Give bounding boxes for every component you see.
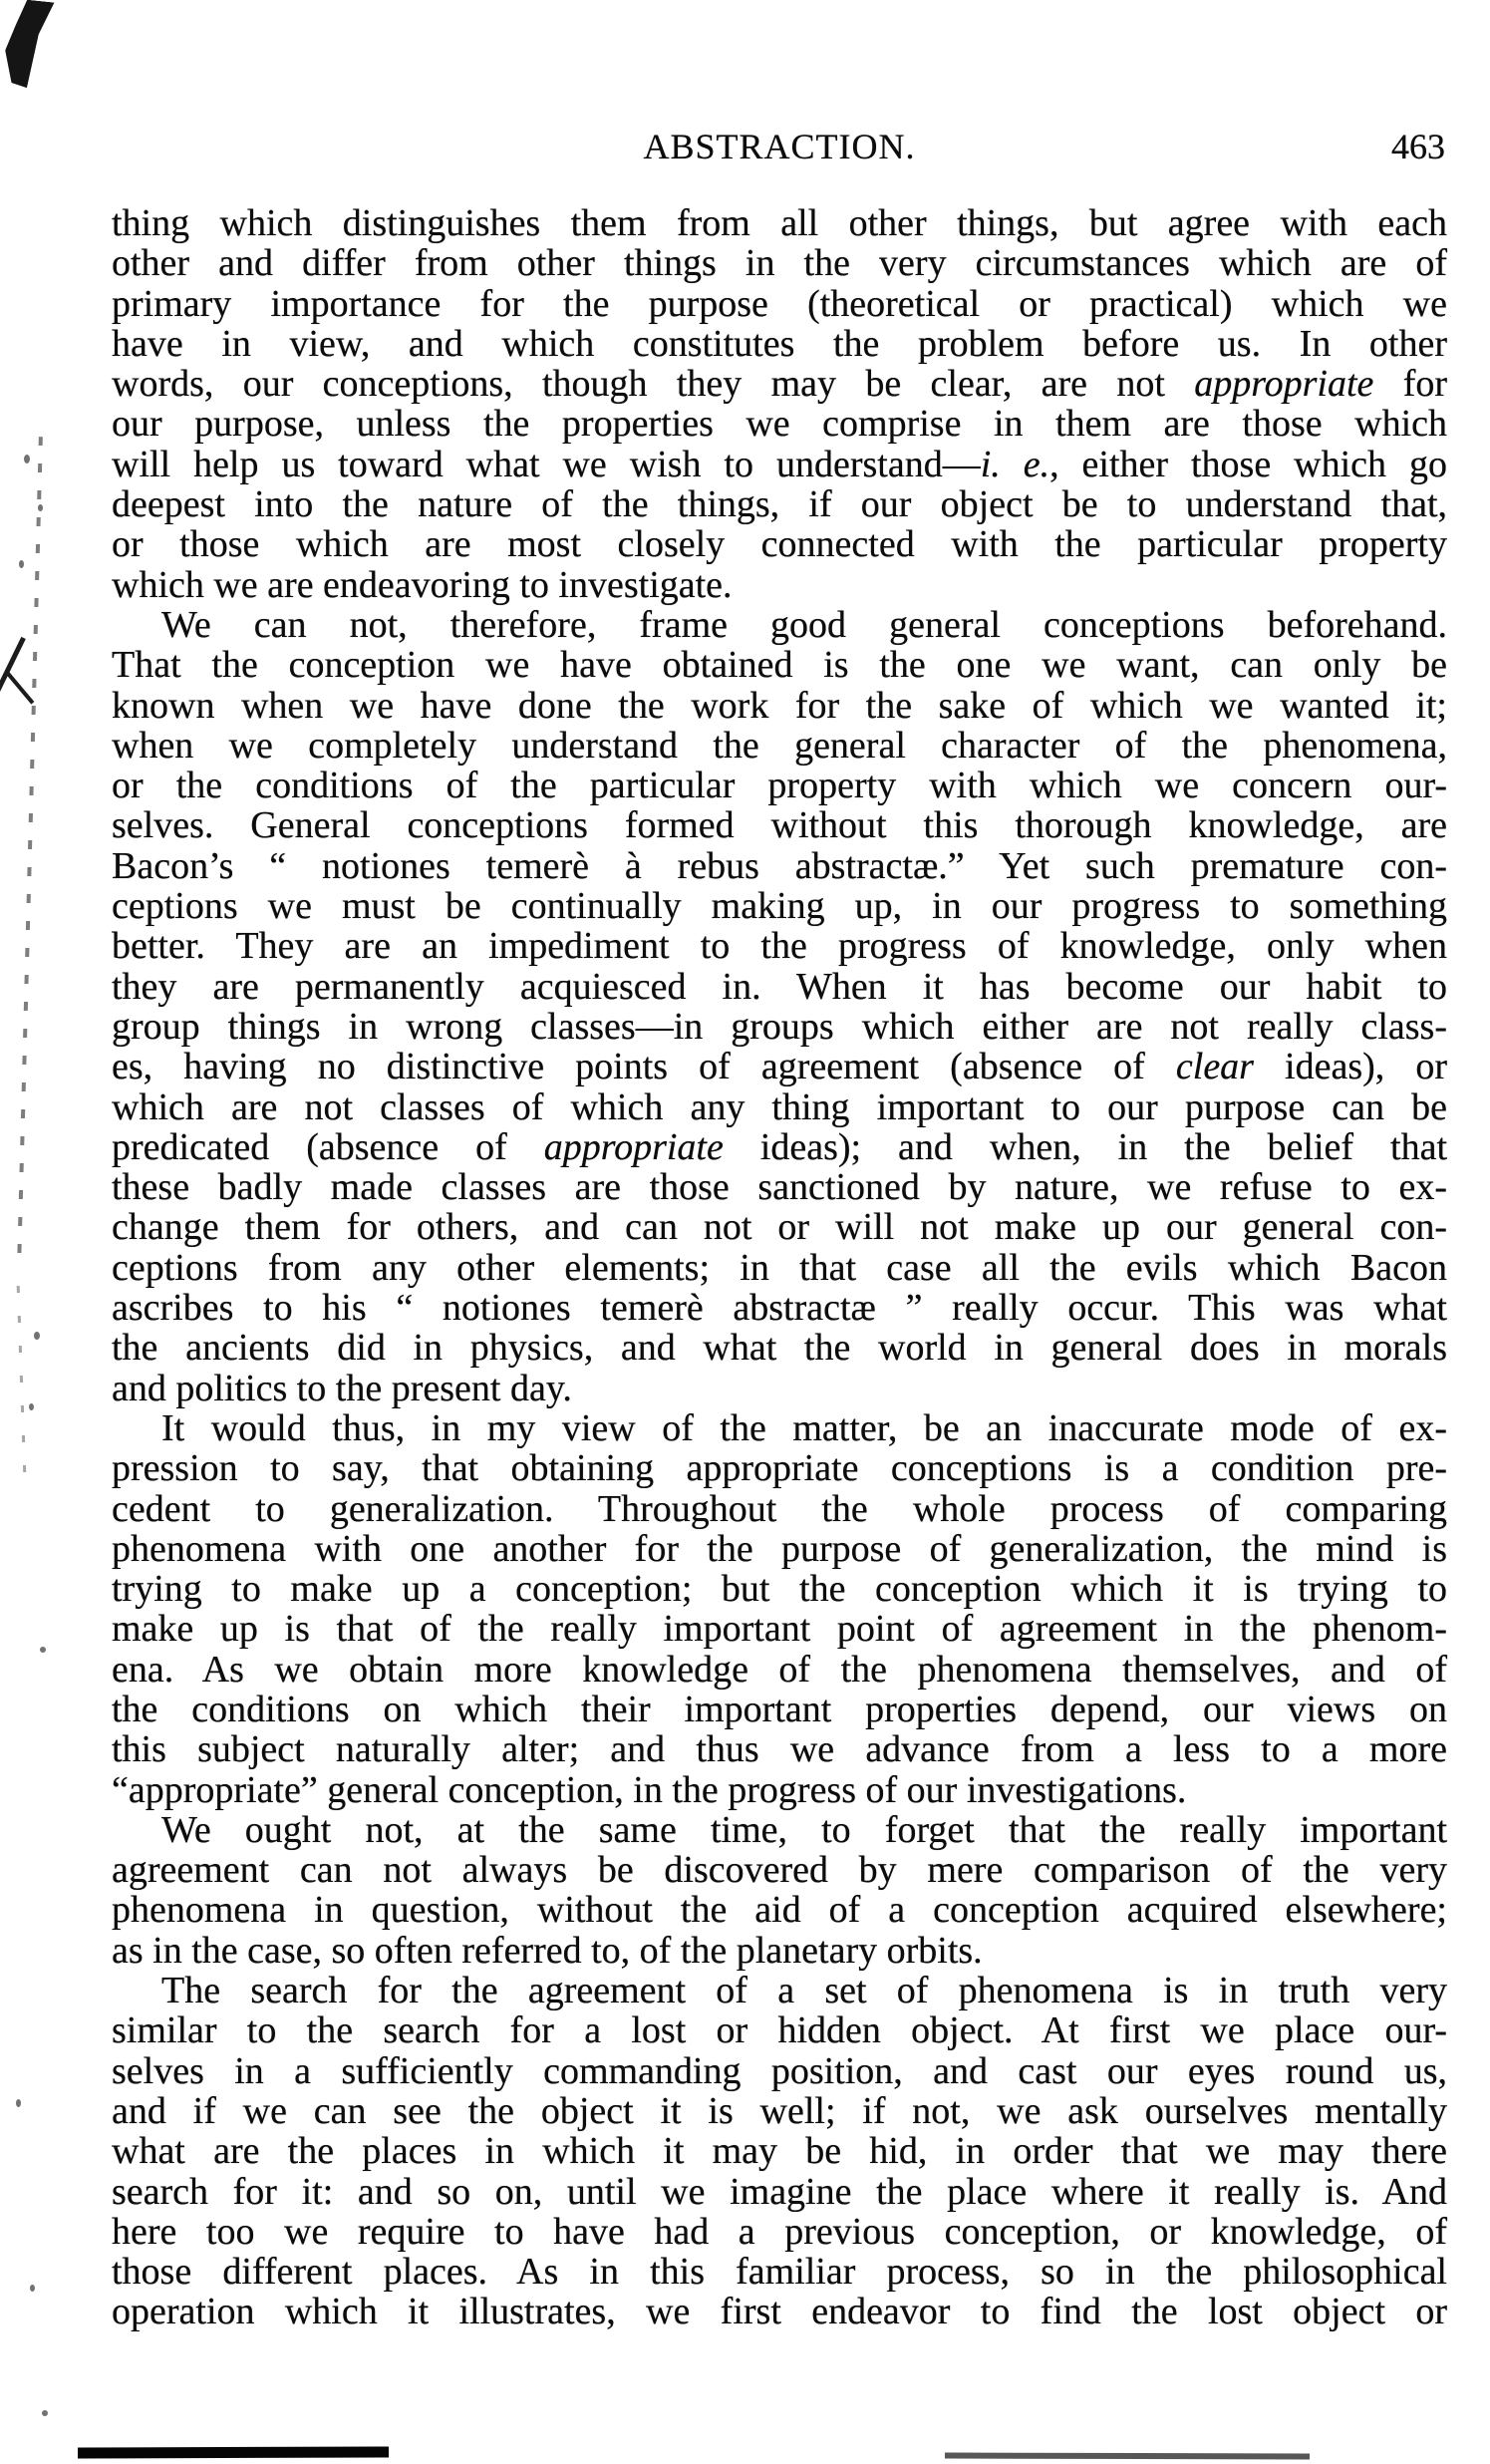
text-line: and if we can see the object it is well; if not, we ask ourselves mentally xyxy=(112,2089,1447,2132)
text-line: and politics to the present day. xyxy=(112,1367,572,1409)
running-header xyxy=(112,126,1447,167)
paragraph xyxy=(112,1971,1447,2332)
text-line: here too we require to have had a previous conception, or knowledge, of xyxy=(112,2210,1447,2253)
text-line: have in view, and which constitutes the problem before us. In other xyxy=(112,322,1447,365)
text-line: group things in wrong classes—in groups which either are not really class- xyxy=(112,1005,1447,1048)
text-line: ceptions we must be continually making up, in our progress to something xyxy=(112,885,1447,928)
scan-artifact-speck xyxy=(34,1332,40,1340)
paragraph xyxy=(112,1408,1447,1810)
text-line: words, our conceptions, though they may be clear, are not appropriate for xyxy=(112,363,1448,406)
scan-artifact-speck xyxy=(19,560,24,568)
text-line: the ancients did in physics, and what the world in general does in morals xyxy=(112,1327,1447,1370)
text-line: ceptions from any other elements; in that case all the evils which Bacon xyxy=(112,1246,1447,1289)
scan-artifact-speck xyxy=(40,1647,46,1653)
text-line: or those which are most closely connected with the particular property xyxy=(112,523,1447,566)
text-line: other and differ from other things in the very circumstances which are of xyxy=(112,242,1447,285)
text-line: what are the places in which it may be hid, in order that we may there xyxy=(112,2130,1447,2173)
text-line: better. They are an impediment to the progress of knowledge, only when xyxy=(112,925,1447,968)
text-line: predicated (absence of appropriate ideas); and when, in the belief that xyxy=(112,1125,1447,1168)
scan-artifact-next-page-edge xyxy=(945,2453,1310,2460)
scan-artifact-speck xyxy=(30,2285,35,2292)
text-line: We ought not, at the same time, to forget that the really important xyxy=(161,1808,1447,1851)
running-header-title: ABSTRACTION. xyxy=(643,127,916,166)
text-line: these badly made classes are those sanctioned by nature, we refuse to ex- xyxy=(112,1166,1447,1209)
text-line: cedent to generalization. Throughout the whole process of comparing xyxy=(112,1487,1447,1530)
text-line: “appropriate” general conception, in the progress of our investigations. xyxy=(112,1768,1187,1811)
scan-artifact-speck xyxy=(42,2410,48,2416)
scan-artifact-ink-blob xyxy=(2,0,55,90)
text-line: change them for others, and can not or will not make up our general con- xyxy=(112,1206,1447,1249)
text-line: primary importance for the purpose (theoretical or practical) which we xyxy=(112,282,1447,325)
text-line: our purpose, unless the properties we comprise in them are those which xyxy=(112,403,1447,446)
text-line: search for it: and so on, until we imagine the place where it really is. And xyxy=(112,2170,1447,2213)
text-line: ena. As we obtain more knowledge of the phenomena themselves, and of xyxy=(112,1648,1447,1691)
text-line: selves. General conceptions formed without this thorough knowledge, are xyxy=(112,804,1447,847)
scan-artifact-margin-specks xyxy=(17,1286,27,1475)
text-line: ascribes to his “ notiones temerè abstractæ ” really occur. This was what xyxy=(112,1287,1447,1330)
text-line: trying to make up a conception; but the conception which it is trying to xyxy=(112,1568,1447,1611)
scan-artifact-speck xyxy=(16,2099,21,2107)
scan-artifact-next-page-edge xyxy=(78,2446,389,2458)
text-line: Bacon’s “ notiones temerè à rebus abstractæ.” Yet such premature con- xyxy=(112,844,1447,887)
text-line: when we completely understand the general character of the phenomena, xyxy=(112,724,1447,767)
text-line: make up is that of the really important point of agreement in the phenom- xyxy=(112,1608,1447,1651)
text-line: this subject naturally alter; and thus we advance from a less to a more xyxy=(112,1728,1447,1771)
text-line: similar to the search for a lost or hidden object. At first we place our- xyxy=(112,2009,1447,2052)
text-line: phenomena with one another for the purpose of generalization, the mind is xyxy=(112,1527,1447,1570)
text-line: deepest into the nature of the things, if our object be to understand that, xyxy=(112,483,1447,526)
text-line: thing which distinguishes them from all other things, but agree with each xyxy=(112,202,1447,244)
scan-artifact-margin-mark xyxy=(0,626,46,722)
text-line: which we are endeavoring to investigate. xyxy=(112,563,733,606)
text-line: It would thus, in my view of the matter, be an inaccurate mode of ex- xyxy=(161,1406,1447,1449)
text-line: We can not, therefore, frame good general conceptions beforehand. xyxy=(161,603,1447,646)
text-line: The search for the agreement of a set of phenomena is in truth very xyxy=(161,1970,1447,2012)
text-line: selves in a sufficiently commanding position, and cast our eyes round us, xyxy=(112,2049,1447,2092)
text-line: pression to say, that obtaining appropriate conceptions is a condition pre- xyxy=(112,1447,1447,1490)
text-line: phenomena in question, without the aid of a conception acquired elsewhere; xyxy=(112,1889,1447,1932)
text-line: they are permanently acquiesced in. When it has become our habit to xyxy=(112,965,1447,1008)
text-line: es, having no distinctive points of agreement (absence of clear ideas), or xyxy=(112,1046,1447,1088)
scan-artifact-speck xyxy=(29,1403,34,1410)
page-number: 463 xyxy=(1391,127,1445,166)
text-line: the conditions on which their important properties depend, our views on xyxy=(112,1688,1447,1730)
text-line: which are not classes of which any thing important to our purpose can be xyxy=(112,1085,1447,1128)
page-text xyxy=(112,203,1447,2332)
paragraph xyxy=(112,203,1447,605)
text-line: known when we have done the work for the sake of which we wanted it; xyxy=(112,684,1447,727)
scan-artifact-speck xyxy=(24,455,30,463)
paragraph xyxy=(112,605,1447,1408)
text-line: or the conditions of the particular property with which we concern our- xyxy=(112,765,1447,807)
text-line: will help us toward what we wish to understand—i. e., either those which go xyxy=(112,443,1447,485)
text-line: as in the case, so often referred to, of the planetary orbits. xyxy=(112,1929,983,1972)
text-line: agreement can not always be discovered by mere comparison of the very xyxy=(112,1849,1447,1892)
text-line: operation which it illustrates, we first endeavor to find the lost object or xyxy=(112,2291,1447,2333)
scan-artifact-speck xyxy=(38,504,43,511)
text-line: those different places. As in this familiar process, so in the philosophical xyxy=(112,2251,1447,2294)
text-line: That the conception we have obtained is the one we want, can only be xyxy=(112,644,1447,687)
paragraph xyxy=(112,1810,1447,1971)
